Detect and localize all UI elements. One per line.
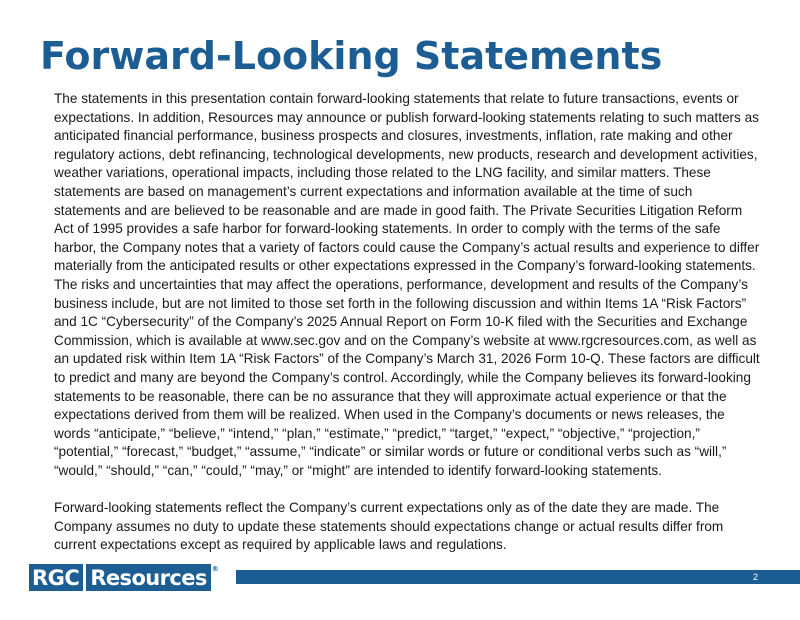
- page-title: Forward-Looking Statements: [40, 34, 663, 78]
- logo-resources-text: Resources: [86, 564, 210, 591]
- registered-mark: ®: [211, 565, 219, 573]
- footer-bar: [236, 570, 800, 584]
- page-number: 2: [752, 572, 758, 582]
- disclaimer-paragraph-1: The statements in this presentation contain forward-looking statements that relate to future transactions, events or expectations. In addition, Resources may announce or publish forward-looking statements relating to such matters as anticipated financial performance, business prospects and closures, investments, inflation, rate making and other regulatory actions, debt refinancing, technological developments, new products, research and development activities, weather variations, operational impacts, including those related to the LNG facility, and similar matters. These statements are based on management’s current expectations and information available at the time of such statements and are believed to be reasonable and are made in good faith. The Private Securities Litigation Reform Act of 1995 provides a safe harbor for forward-looking statements. In order to comply with the terms of the safe harbor, the Company notes that a variety of factors could cause the Company’s actual results and experience to differ materially from the anticipated results or other expectations expressed in the Company’s forward-looking statements. The risks and uncertainties that may affect the operations, performance, development and results of the Company’s business include, but are not limited to those set forth in the following discussion and within Items 1A “Risk Factors” and 1C “Cybersecurity” of the Company’s 2025 Annual Report on Form 10-K filed with the Securities and Exchange Commission, which is available at www.sec.gov and on the Company’s website at www.rgcresources.com, as well as an updated risk within Item 1A “Risk Factors” of the Company’s March 31, 2026 Form 10-Q. These factors are difficult to predict and many are beyond the Company’s control. Accordingly, while the Company believes its forward-looking statements to be reasonable, there can be no assurance that they will approximate actual experience or that the expectations derived from them will be realized. When used in the Company’s documents or news releases, the words “anticipate,” “believe,” “intend,” “plan,” “estimate,” “predict,” “target,” “expect,” “objective,” “projection,” “potential,” “forecast,” “budget,” “assume,” “indicate” or similar words or future or conditional verbs such as “will,” “would,” “should,” “can,” “could,” “may,” or “might” are intended to identify forward-looking statements.: [54, 91, 760, 478]
- slide-footer: [0, 562, 800, 602]
- logo-rgc-text: RGC: [29, 564, 83, 591]
- disclaimer-paragraph-2: Forward-looking statements reflect the Company’s current expectations only as of the date they are made. The Company assumes no duty to update these statements should expectations change or actual results differ from current expectations except as required by applicable laws and regulations.: [54, 500, 724, 553]
- rgc-resources-logo: [29, 564, 219, 591]
- disclaimer-body: [54, 90, 762, 555]
